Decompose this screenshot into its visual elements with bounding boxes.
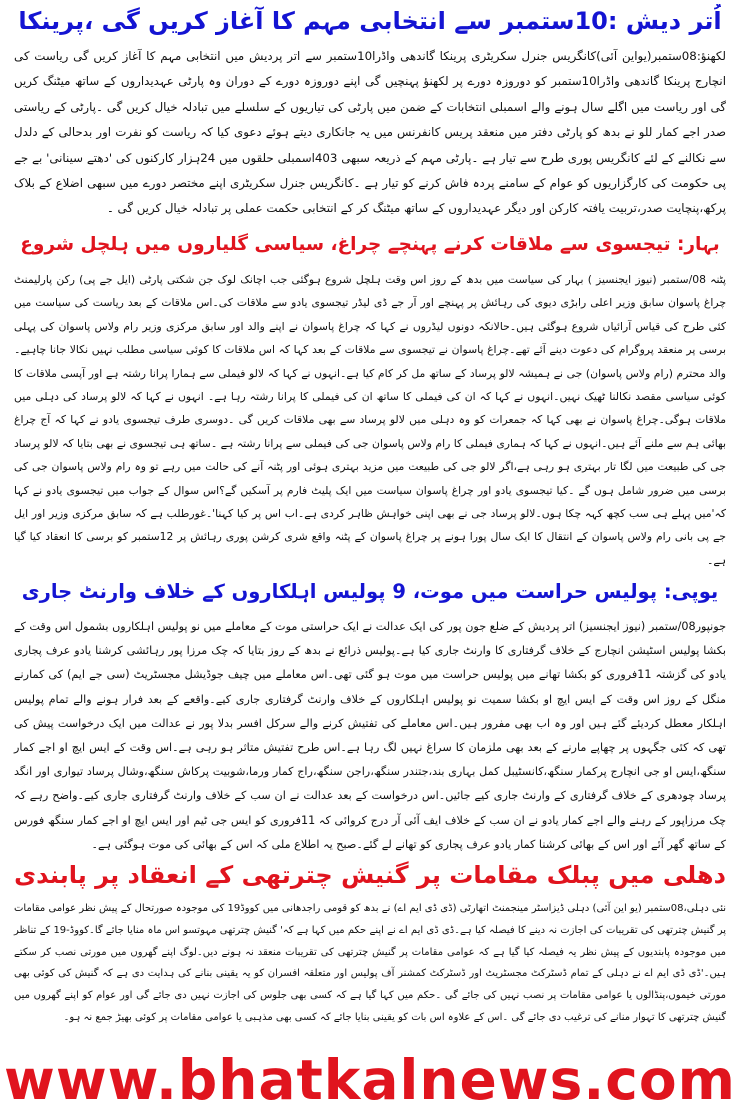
body-priyanka-campaign: لکھنؤ:08ستمبر(یواین آئی)کانگریس جنرل سکریٹری پرینکا گاندھی واڈرا10ستمبر سے اتر پردیش میں انتخابی مہم کا آغاز کریں گی ریاست کی انچارج پرینکا گاندھی واڈرا10ستمبر کو دوروزہ دورے پر لکھنؤ پہنچیں گی اپنے دوروزہ دورے کے دوران وہ پارٹی عہدیداروں کے ساتھ میٹنگ کریں گی اور ریاست میں اگلے سال ہونے والے اسمبلی انتخابات کے ضمن میں پارٹی کی تیاریوں کے سلسلے میں تبادلہ خیال کریں گی ۔پارٹی کے ریاستی صدر اجے کمار للو نے بدھ کو پارٹی دفتر میں منعقد پریس کانفرنس میں یہ جانکاری دیتے ہوئے دعوی کیا کہ ریاست کو نفرت اور بدحالی کے دلدل سے نکالنے کے لئے کانگریس پوری طرح سے تیار ہے ۔پارٹی مہم کے ذریعہ سبھی 403اسمبلی حلقوں میں 24ہزار کارکنوں کی 'دھتے سینانی' بے جے پی حکومت کی کارگزاریوں کو عوام کے سامنے پردہ فاش کرنے کو تیار ہے ۔کانگریس جنرل سکریٹری اپنے مختصر دورے میں سبھی اضلاع کے بلاک پرکھ،پنچایت صدر،تربیت یافتہ کارکن اور دیگر عہدیداروں کے ساتھ میٹنگ کر کے انتخابی حکمت عملی پر تبادلہ خیال کریں گی ۔ (14, 49, 726, 216)
body-delhi-ganesh-ban: نئی دہلی،08ستمبر (یو این آئی) دہلی ڈیزاسٹر مینجمنٹ اتھارٹی (ڈی ڈی ایم اے) نے بدھ کو قومی راجدھانی میں کووڈ19 کی موجودہ صورتحال کے پیش نظر عوامی مقامات پر گنیش چترتھی کی تقریبات کی اجازت نہ دینے کا فیصلہ کیا ہے۔ڈی ڈی ایم اے نے اپنے حکم میں کہا ہے کہ' گنیش چترتھی مہوتسو اس ماہ منایا جائے گا۔کووڈ-19 کے تناظر میں موجودہ پابندیوں کے پیش نظر یہ فیصلہ کیا گیا ہے کہ عوامی مقامات پر گنیش چترتھی کی تقریبات منعقد نہ ہونے دیں۔لوگ اپنے گھروں میں مورتی نصب کر سکتے ہیں۔'ڈی ڈی ایم اے نے دہلی کے تمام ڈسٹرکٹ مجسٹریٹ اور ڈسٹرکٹ کمشنر آف پولیس اور متعلقہ افسران کو یہ یقینی بنانے کی ہدایت دی ہے کہ گنیش کی کوئی بھی مورتی خیموں،پنڈالوں یا عوامی مقامات پر نصب نہیں کی جائے گی ۔حکم میں کہا گیا ہے کہ کسی بھی جلوس کی اجازت نہیں دی جائے گی اور عوام کو اپنے گھروں میں گنیش چترتھی کا تہوار منانے کی ترغیب دی جائے گی ۔اس کے علاوہ اس بات کو یقینی بنایا جائے کہ کسی بھی مذہبی یا عوامی مقامات پر کوئی بھیڑ جمع نہ ہو۔ (14, 903, 727, 1023)
footer-website-link[interactable]: www.bhatkalnews.com (4, 1048, 736, 1112)
headline-up-custody-death: یوپی: پولیس حراست میں موت، 9 پولیس اہلکاروں کے خلاف وارنٹ جاری (21, 580, 719, 603)
headline-bihar-chirag-tejashwi: بہار: تیجسوی سے ملاقات کرنے پہنچے چراغ، سیاسی گلیاروں میں ہلچل شروع (20, 234, 720, 255)
article-bihar-chirag-tejashwi (14, 228, 726, 572)
headline-priyanka-campaign: اُتر دیش :10ستمبر سے انتخابی مہم کا آغاز کریں گی ،پرینکا (18, 7, 722, 35)
body-bihar-chirag-tejashwi: پٹنہ 08/ستمبر (نیوز ایجنسیز ) بہار کی سیاست میں بدھ کے روز اس وقت ہلچل شروع ہوگئی جب اچانک لوک جن شکتی پارٹی (ایل جے پی) رکن پارلیمنٹ چراغ پاسوان سابق وزیر اعلی رابڑی دیوی کی رہائش پر پہنچے اور آر جے ڈی لیڈر تیجسوی یادو سے ملاقات کی۔اس ملاقات کے بعد ریاست کی سیاست میں کئی طرح کی قیاس آرائیاں شروع ہوگئی ہیں۔حالانکہ دونوں لیڈروں نے کہا کہ چراغ پاسوان نے اپنے والد اور سابق مرکزی وزیر رام ولاس پاسوان کی پہلی برسی پر منعقد پروگرام کی دعوت دینے آئے تھے۔چراغ پاسوان نے تیجسوی سے ملاقات کے بعد کہا کہ اس ملاقات کا کوئی سیاسی مطلب نہیں نکالا جانا چاہیے۔والد محترم (رام ولاس پاسوان) جی نے ہمیشہ لالو پرساد کے ساتھ مل کر کام کیا ہے۔انہوں نے کہا کہ لالو فیملی سے ہمارا پرانا رشتہ ہے اور آپسی ملاقات کا کوئی سیاسی مقصد نکالنا ٹھیک نہیں۔انہوں نے کہا کہ ان کی فیملی کا ساتھ ان کی فیملی کا پرانا رشتہ رہا ہے۔ انہوں نے کہا کہ لالو پرساد کی دہلی میں ملاقات ہوگی۔چراغ پاسوان نے بھی کہا کہ جمعرات کو وہ دہلی میں لالو پرساد سے بھی ملاقات کریں گی ۔دوسری طرف تیجسوی یادو نے کہا کہ آج چراغ بھائی ہم سے ملنے آئے ہیں۔انہوں نے کہا کہ ہماری فیملی کا رام ولاس پاسوان جی کی فیملی سے پرانا رشتہ ہے ۔ساتھ ہی تیجسوی نے بھی بتایا کہ لالو پرساد جی کی طبیعت میں لگا تار بہتری ہو رہی ہے،اگر لالو جی کی طبیعت میں مزید بہتری ہوئی اور پٹنہ آنے کی حالت میں رہے تو وہ رام ولاس پاسوان جی کی برسی میں ضرور شامل ہوں گے ۔کیا تیجسوی یادو اور چراغ پاسوان سیاست میں ایک پلیٹ فارم پر آسکیں گے؟اس سوال کے جواب میں تیجسوی یادو نے کہا کہ'میں پہلے ہی سب کچھ کہہ چکا ہوں۔لالو پرساد جی نے بھی اپنی خواہش ظاہر کردی ہے۔اب اس پر کیا کہنا'۔غورطلب ہے کہ سابق مرکزی وزیر اور ایل جے پی بانی رام ولاس پاسوان کے انتقال کا ایک سال پورا ہونے پر چراغ پاسوان کے پٹنہ واقع شری کرشن پوری رہائش پر 12ستمبر کو برسی کا انعقاد کیا گیا ہے۔ (14, 273, 727, 567)
body-up-custody-death: جونپور08/ستمبر (نیوز ایجنسیز) اتر پردیش کے ضلع جون پور کی ایک عدالت نے ایک حراستی موت کے معاملے میں نو پولیس اہلکاروں بشمول اس وقت کے بکشا پولیس اسٹیشن انچارج کے خلاف گرفتاری کا وارنٹ جاری کیا ہے۔پولیس ذرائع نے بدھ کے روز بتایا کہ چک مرزا پور رہائشی کرشنا یادو عرف پجاری یادو کی گزشتہ 11فروری کو بکشا تھانے میں پولیس حراست میں موت ہو گئی تھی۔اس معاملے میں چیف جوڈیشل مجسٹریٹ (سی جے ایم) کی کمارنے منگل کے روز اس وقت کے ایس ایچ او بکشا سمیت نو پولیس اہلکاروں کے خلاف وارنٹ گرفتاری جاری کیے۔واقعے کے بعد فرار ہونے والے تمام پولیس اہلکار معطل کردیئے گئے ہیں اور وہ اب بھی مفرور ہیں۔اس معاملے کی تفتیش کرنے والے سرکل افسر بدلا پور نے عدالت میں ایک درخواست پیش کی تھی کہ کئی جگہوں پر چھاپے مارنے کے بعد بھی ملزمان کا سراغ نہیں لگ رہا ہے۔اس طرح تفتیش متاثر ہو رہی ہے۔اس وقت کے ایس ایچ او اجے کمار سنگھ،ایس او جی انچارج پرکمار سنگھ،کانسٹیبل کمل بہاری بند،جتندر سنگھ،راجن سنگھ،راج کمار ورما،شوبیت پرکاش سنگھ،وشال پرساد تیواری اور انگد پرساد چودھری کے خلاف گرفتاری کے وارنٹ جاری کیے جائیں۔اس درخواست کے بعد عدالت نے ان سب کے خلاف وارنٹ گرفتاری جاری کیے۔واضح رہے کہ چک مرزاپور کے رہنے والے اجے کمار یادو نے ان سب کے خلاف ایف آئی آر درج کروائی کہ 11فروری کو ایس جی ٹیم اور ایس ایچ او اجے کمار سنگھ فورس کے ساتھ گھر آئے اور اس کے بھائی کرشنا کمار یادو عرف پجاری کو تھانے لے گئے۔صبح یہ اطلاع ملی کہ اس کے بھائی کی موت ہوگئی ہے۔ (14, 620, 726, 851)
article-delhi-ganesh-ban (14, 858, 726, 1029)
article-priyanka-campaign (14, 4, 726, 222)
article-up-custody-death (14, 575, 726, 857)
headline-delhi-ganesh-ban: دھلی میں پبلک مقامات پر گنیش چترتھی کے انعقاد پر پابندی (14, 861, 726, 889)
